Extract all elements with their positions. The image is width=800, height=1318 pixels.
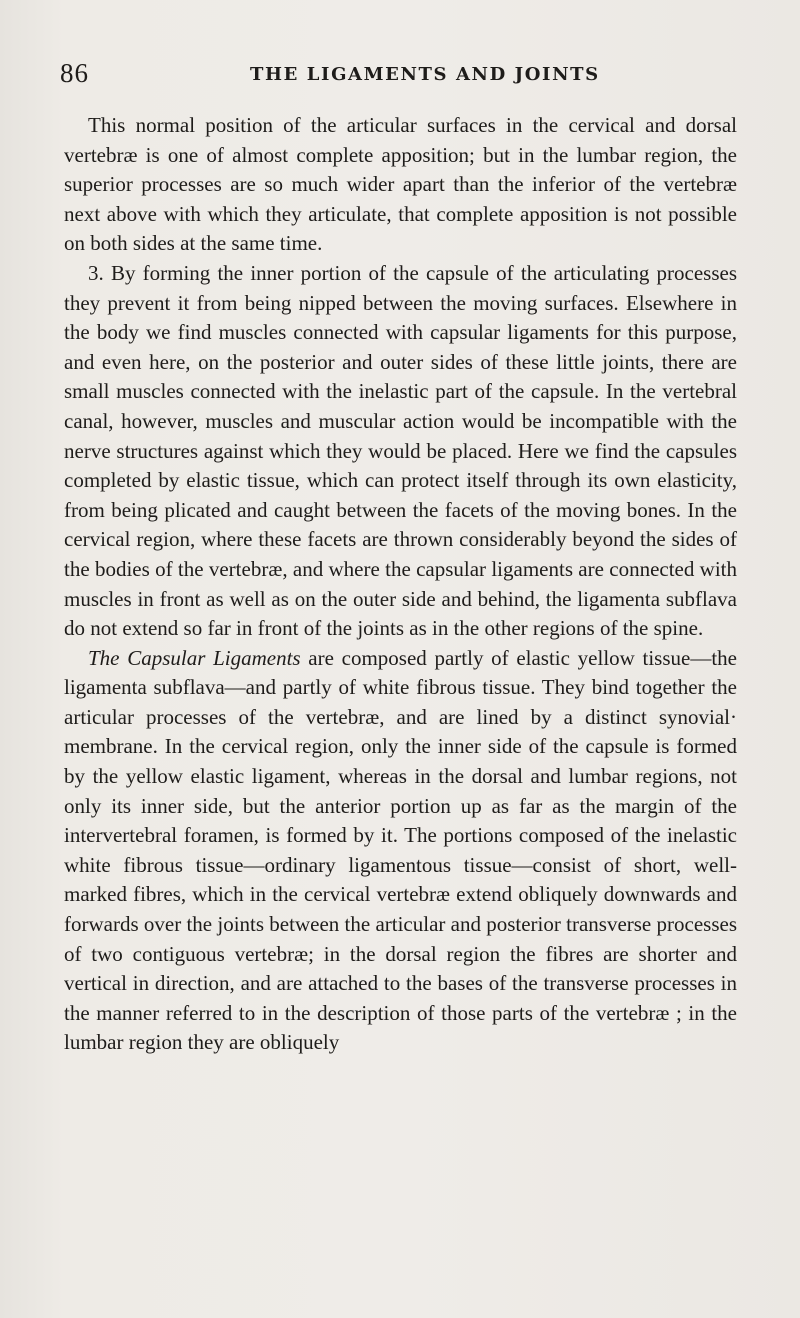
paragraph-3	[64, 644, 737, 1058]
paragraph-1-text: This normal position of the articular surfaces in the cervical and dorsal vertebræ is one of almost complete apposition; but in the lumbar region, the superior processes are so much wider apart than the inferior of the vertebræ next above with which they articulate, that complete apposition is not possible on both sides at the same time.	[64, 113, 737, 256]
paragraph-1	[64, 111, 737, 259]
paragraph-3-lead: The Capsular Ligaments	[88, 645, 301, 670]
paragraph-3-text: are composed partly of elastic yellow tissue—the ligamenta subflava—and partly of white fibrous tissue. They bind together the articular processes of the vertebræ, and are lined by a distinct synovial· membrane. In the cervical region, only the inner side of the capsule is formed by the yellow elastic ligament, whereas in the dorsal and lumbar regions, not only its inner side, but the anterior portion up as far as the margin of the intervertebral foramen, is formed by it. The portions composed of the inelastic white fibrous tissue—ordinary ligamentous tissue—consist of short, well-marked fibres, which in the cervical vertebræ extend obliquely downwards and forwards over the joints between the articular and posterior transverse processes of two contiguous vertebræ; in the dorsal region the fibres are shorter and vertical in direction, and are attached to the bases of the transverse processes in the manner referred to in the description of those parts of the vertebræ ; in the lumbar region they are obliquely	[64, 645, 737, 1055]
body-text	[64, 111, 737, 1058]
paragraph-2	[64, 259, 737, 644]
running-title: THE LIGAMENTS AND JOINTS	[250, 64, 600, 85]
paragraph-2-text: 3. By forming the inner portion of the capsule of the articulating processes they prevent it from being nipped between the moving surfaces. Elsewhere in the body we find muscles connected with capsular ligaments for this purpose, and even here, on the posterior and outer sides of these little joints, there are small muscles connected with the inelastic part of the capsule. In the vertebral canal, however, muscles and muscular action would be incompatible with the nerve structures against which they would be placed. Here we find the capsules completed by elastic tissue, which can protect itself through its own elasticity, from being plicated and caught between the facets of the moving bones. In the cervical region, where these facets are thrown considerably beyond the sides of the bodies of the vertebræ, and where the capsular ligaments are connected with muscles in front as well as on the outer side and behind, the ligamenta subflava do not extend so far in front of the joints as in the other regions of the spine.	[64, 260, 737, 641]
page-number: 86	[60, 58, 89, 88]
page-header	[60, 58, 760, 92]
